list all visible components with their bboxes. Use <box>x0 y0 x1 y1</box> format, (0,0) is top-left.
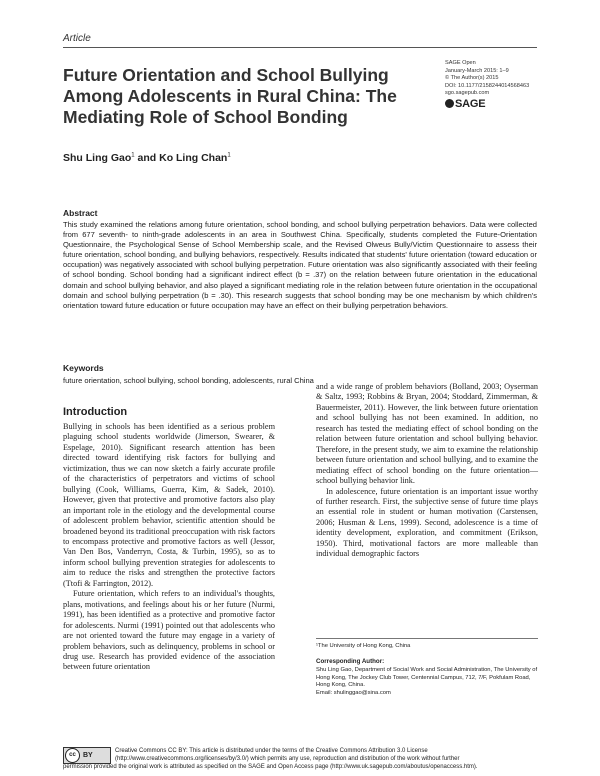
author-list <box>63 152 231 164</box>
body-paragraph: Bullying in schools has been identified as a serious problem plaguing school students worldwide (Jimerson, Swearer, & Espelage, 2010). Significant research attention has been directed toward identifying risk factors for bullying and victimization, thus we can now sketch a fairly accurate profile of the characteristics of perpetrators and victims of school bullying (Cook, Williams, Guerra, Kim, & Sadek, 2010). However, given that protective and promotive factors also play an important role in the etiology and the developmental course of adolescent problem behavior, scientific attention should be broadened beyond its traditional preoccupation with risk factors to encompass protective and promotive factors as well (Jessor, Van Den Bos, Vanderryn, Costa, & Turbin, 1995), so as to inform school bullying prevention strategies for adolescents to aim to reduce the risks and strengthen the protective factors (Ttofi & Farrington, 2012). <box>63 422 275 588</box>
corresponding-author-email[interactable]: Email: shulinggao@sina.com <box>316 689 391 696</box>
journal-name: SAGE Open <box>445 60 476 66</box>
corresponding-author-heading: Corresponding Author: <box>316 658 385 665</box>
author-conjunction: and <box>134 152 160 164</box>
paper-title: Future Orientation and School Bullying Among Adolescents in Rural China: The Mediating Role of School Bonding <box>63 65 397 127</box>
journal-doi[interactable]: DOI: 10.1177/2158244014568463 <box>445 82 530 89</box>
footnote-divider <box>316 638 538 639</box>
keywords-heading: Keywords <box>63 363 104 373</box>
right-column <box>316 382 538 560</box>
sage-logo-icon <box>445 99 454 108</box>
author-affiliation-mark: 1 <box>227 152 231 159</box>
sage-logo-text: SAGE <box>455 98 486 110</box>
author-affiliation-mark: 1 <box>131 152 135 159</box>
journal-info <box>445 60 529 98</box>
body-paragraph: In adolescence, future orientation is an important issue worthy of further research. First, the subjective sense of future time plays an essential role in student or human motivation (Carstensen, 2006; Husman & Lens, 1999). Second, adolescence is a time of identity development, exploration, and commitment (Erikson, 1950). Third, motivational factors are more malleable than individual demographic factors <box>316 486 538 559</box>
corresponding-author-address: Shu Ling Gao, Department of Social Work and Social Administration, The University of Hong Kong, The Jockey Club Tower, Centennial Campus, 712, 7/F, Pokfulam Road, Hong Kong, China. <box>316 667 538 689</box>
header-divider <box>63 47 537 48</box>
journal-issue: January-March 2015: 1–9 <box>445 67 509 74</box>
by-icon: BY <box>83 752 93 759</box>
author-name: Ko Ling Chan <box>159 152 228 164</box>
cc-icon: cc <box>65 748 80 763</box>
author-name: Shu Ling Gao <box>63 152 132 164</box>
introduction-heading: Introduction <box>63 406 128 418</box>
license-text: Creative Commons CC BY: This article is distributed under the terms of the Creative Commons Attribution 3.0 License (http://www.creativecommons.org/licenses/by/3.0/) which permits any use, reproduction and distribution of the work without further <box>115 748 460 763</box>
cc-by-badge[interactable] <box>63 747 111 764</box>
license-text-continued: permission provided the original work is attributed as specified on the SAGE and Open Access page (http://www.uk.sagepub.com/aboutus/openaccess.htm). <box>63 764 478 770</box>
body-paragraph: and a wide range of problem behaviors (Bolland, 2003; Oyserman & Saltz, 1993; Robbins & Bryan, 2004; Stoddard, Zimmerman, & Bauermeister, 2011). However, the link between future orientation and school bullying has not been examined. In addition, no research has tested the mediating effect of school bonding on the relation between future orientation and school bullying behavior. Therefore, in the present study, we aim to examine the relationship between future orientation and school bullying, and to examine the mediating effect of school bonding on the future orientation—school bullying behavior link. <box>316 382 538 486</box>
article-type-label: Article <box>63 33 91 44</box>
left-column <box>63 422 275 673</box>
abstract-body: This study examined the relations among future orientation, school bonding, and school bullying perpetration behaviors. Data were collected from 677 seventh- to ninth-grade adolescents in an area in Southwest China. Specifically, students completed the Future-Orientation Questionnaire, the Psychological Sense of School Membership scale, and the Revised Olweus Bully/Victim Questionnaire to assess their future orientation, school bonding, and bullying behaviors, respectively. Results indicated that students' future orientation (toward education or occupation) was negatively associated with school bullying perpetration. Future orientation was also significantly associated with their feeling of school bonding. School bonding had a significant indirect effect (b = .37) on the relation between future orientation in the educational domain and school bullying behavior, and also played a significant mediating role in the relation between future orientation in the occupational domain and school bullying perpetration (b = .30). This research suggests that school bonding may be one mechanism by which children's orientation toward future education or future occupation may have an effect on their bullying perpetration behaviors. <box>63 220 537 310</box>
sage-logo <box>445 98 485 110</box>
affiliation-footnote: ¹The University of Hong Kong, China <box>316 643 411 649</box>
keywords-list: future orientation, school bullying, school bonding, adolescents, rural China <box>63 376 314 385</box>
journal-copyright: © The Author(s) 2015 <box>445 75 499 82</box>
body-paragraph: Future orientation, which refers to an individual's thoughts, plans, motivations, and feelings about his or her future (Nurmi, 1991), has been identified as a protective and promotive factor for adolescents. Nurmi (1991) pointed out that adolescents who are not oriented toward the future may engage in a variety of problem behaviors, such as delinquency, problems in school or drug use. Research has provided evidence of the association between future orientation <box>63 589 275 672</box>
corresponding-author-details <box>316 667 538 697</box>
abstract-heading: Abstract <box>63 208 98 218</box>
journal-url[interactable]: sgo.sagepub.com <box>445 90 490 97</box>
